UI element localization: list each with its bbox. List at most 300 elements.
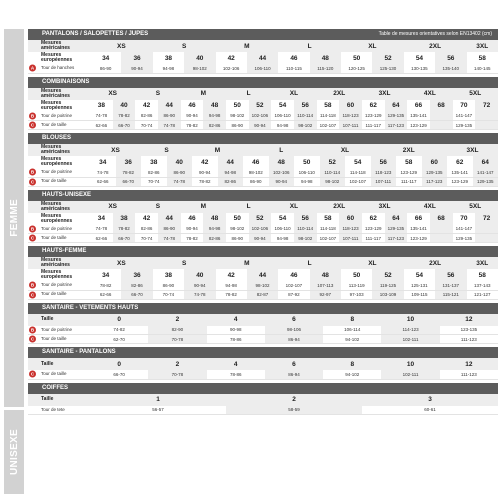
us-size: 3XL [362, 201, 407, 213]
measure-value: 102-111 [381, 370, 439, 379]
measure-value: 86-94 [265, 370, 323, 379]
measure-value: 90-94 [249, 121, 272, 130]
us-size: XL [271, 201, 316, 213]
eu-size: 46 [188, 215, 196, 222]
measure-value: 82-86 [218, 177, 244, 186]
eu-size-row [28, 100, 498, 112]
us-size: 2XL [404, 40, 467, 52]
measure-label: Tour de taille C [28, 335, 90, 344]
eu-size: 46 [188, 102, 196, 109]
measure-value: 110-114 [294, 225, 317, 234]
measure-value: 98-102 [184, 64, 215, 73]
eu-size: 38 [150, 158, 158, 166]
badge-b-icon: B [30, 226, 35, 232]
measure-value: 86-90 [226, 234, 249, 243]
us-label: Mesures américaines [28, 88, 90, 100]
eu-size: 44 [247, 269, 278, 281]
measure-value: 135-141 [447, 168, 473, 177]
measure-value: 78-82 [181, 121, 204, 130]
measure-value: 107-111 [339, 234, 362, 243]
eu-size: 36 [116, 156, 142, 168]
measure-value: 66-70 [113, 234, 136, 243]
eu-size: 52 [249, 100, 272, 112]
badge-c-icon: C [30, 292, 35, 297]
measure-value: 110-115 [278, 64, 309, 73]
measure-value: 78-86 [207, 370, 265, 379]
eu-size: 48 [269, 156, 295, 168]
eu-size: 50 [353, 54, 361, 62]
eu-size: 48 [203, 100, 226, 112]
eu-size: 50 [233, 102, 241, 109]
eu-size: 34 [99, 158, 107, 166]
measure-row [28, 168, 498, 177]
size-table [28, 144, 498, 187]
measure-row [28, 234, 498, 243]
us-size: XS [90, 88, 135, 100]
measure-value [475, 225, 498, 234]
badge-b-icon: B [30, 327, 35, 333]
measure-value: 78-82 [181, 234, 204, 243]
measure-value: 118-123 [339, 112, 362, 121]
section-7 [28, 383, 498, 416]
measurement-note: Table de mesures orientatives selon EN13402 (cm) [378, 31, 492, 37]
measure-value: 86-90 [243, 177, 269, 186]
measure-value: 129-135 [473, 177, 499, 186]
measure-value: 135-141 [407, 112, 430, 121]
measure-value: 86-90 [90, 64, 121, 73]
measure-value: 78-82 [116, 168, 142, 177]
eu-size: 52 [249, 213, 272, 225]
measure-value: 94-98 [216, 281, 247, 290]
measure-value: 117-123 [385, 234, 408, 243]
size-value: 12 [440, 358, 498, 370]
us-size: S [141, 144, 192, 156]
section-2 [28, 133, 498, 187]
eu-size-row [28, 269, 498, 281]
measure-value: 137-143 [467, 281, 499, 290]
size-table [28, 201, 498, 244]
measure-value: 90-94 [121, 64, 152, 73]
measure-value: 86-90 [158, 225, 181, 234]
measure-value: 135-140 [435, 64, 466, 73]
size-label: Taille [28, 394, 90, 406]
measure-value: 102-107 [317, 234, 340, 243]
measure-value: 110-114 [320, 168, 346, 177]
us-size: L [278, 257, 341, 269]
measure-value: 94-98 [294, 177, 320, 186]
measure-value: 106-110 [271, 112, 294, 121]
measure-value: 129-135 [385, 225, 408, 234]
us-size: 3XL [467, 257, 499, 269]
us-size: XS [90, 144, 141, 156]
measure-row [28, 177, 498, 186]
eu-size: 38 [97, 102, 105, 109]
eu-size: 56 [371, 156, 397, 168]
badge-c-icon: C [30, 336, 35, 342]
eu-size: 48 [310, 52, 341, 64]
us-size: XL [320, 144, 371, 156]
eu-size: 58 [324, 102, 332, 109]
measure-value: 102-106 [249, 112, 272, 121]
measure-value: 82-86 [135, 225, 158, 234]
eu-size: 58 [324, 215, 332, 222]
us-label: Mesures américaines [28, 257, 90, 269]
measure-value: 123-129 [447, 177, 473, 186]
measure-value: 106-110 [271, 225, 294, 234]
measure-value: 74-78 [184, 290, 215, 299]
us-size: 4XL [407, 88, 452, 100]
measure-value: 107-111 [339, 121, 362, 130]
measure-value [430, 225, 453, 234]
measure-value: 66-70 [116, 177, 142, 186]
measure-row [28, 335, 498, 344]
us-size-row [28, 144, 498, 156]
measure-value: 111-123 [440, 370, 498, 379]
us-size: 5XL [453, 201, 499, 213]
eu-size: 54 [354, 158, 362, 166]
eu-size: 56 [294, 100, 317, 112]
size-table [28, 358, 498, 380]
size-value: 2 [148, 358, 206, 370]
measure-value: 123-129 [396, 168, 422, 177]
eu-size: 56 [435, 269, 466, 281]
measure-value: 125-130 [372, 64, 403, 73]
measure-value: 106-110 [247, 64, 278, 73]
us-size-row [28, 257, 498, 269]
measure-value: 74-78 [158, 234, 181, 243]
us-label: Mesures américaines [28, 40, 90, 52]
section-4 [28, 246, 498, 300]
section-title: COMBINAISONS [28, 77, 498, 88]
measure-value: 118-123 [371, 168, 397, 177]
eu-size: 44 [158, 213, 181, 225]
measure-value: 115-121 [435, 290, 466, 299]
measure-label: Tour de hanches A [28, 64, 90, 73]
eu-size-row [28, 213, 498, 225]
measure-value: 86-90 [153, 281, 184, 290]
eu-label: Mesures européennes [41, 156, 73, 167]
us-size: S [153, 40, 216, 52]
measure-value: 121-127 [467, 290, 499, 299]
measure-row [28, 281, 498, 290]
eu-size: 68 [430, 100, 453, 112]
eu-size: 64 [473, 156, 499, 168]
sidebar-femme-label: FEMME [8, 199, 20, 237]
measure-value: 62-66 [90, 177, 116, 186]
measure-value: 70-74 [135, 121, 158, 130]
eu-size: 68 [430, 213, 453, 225]
measure-value: 129-135 [453, 234, 476, 243]
measure-value: 82-87 [247, 290, 278, 299]
eu-size: 72 [475, 100, 498, 112]
eu-size: 38 [113, 213, 136, 225]
us-size: 2XL [371, 144, 448, 156]
measure-value: 94-98 [271, 234, 294, 243]
measure-row [28, 64, 498, 73]
measure-label: Tour de tete [28, 406, 90, 415]
us-size: XS [90, 40, 153, 52]
measure-value: 56-57 [90, 406, 226, 415]
measure-label: Tour de poitrine B [28, 281, 90, 290]
eu-size: 48 [203, 213, 226, 225]
size-value: 12 [440, 314, 498, 326]
size-row [28, 358, 498, 370]
measure-value: 98-102 [294, 234, 317, 243]
measure-value: 90-94 [249, 234, 272, 243]
eu-size: 42 [227, 271, 235, 279]
eu-size: 54 [415, 54, 424, 62]
us-size: M [181, 201, 226, 213]
measure-value: 70-78 [148, 335, 206, 344]
size-value: 0 [90, 314, 148, 326]
measure-label: Tour de taille C [28, 370, 90, 379]
measure-label: Tour de taille C [28, 234, 90, 243]
measure-value: 117-123 [385, 121, 408, 130]
badge-c-icon: C [30, 179, 35, 184]
measure-value: 114-123 [381, 326, 439, 335]
measure-value: 66-70 [90, 370, 148, 379]
eu-size: 70 [460, 102, 468, 109]
eu-size: 36 [121, 52, 152, 64]
eu-size: 52 [320, 156, 346, 168]
measure-row [28, 326, 498, 335]
measure-value: 94-98 [203, 112, 226, 121]
us-size: XL [271, 88, 316, 100]
measure-value: 90-94 [184, 281, 215, 290]
measure-value: 74-78 [167, 177, 193, 186]
size-value: 10 [381, 358, 439, 370]
measure-value: 98-102 [320, 177, 346, 186]
size-value: 3 [362, 394, 498, 406]
measure-value: 86-94 [265, 335, 323, 344]
measure-value: 141-147 [453, 112, 476, 121]
measure-value: 102-107 [278, 281, 309, 290]
measure-value: 111-117 [396, 177, 422, 186]
eu-size: 44 [218, 156, 244, 168]
measure-value: 74-78 [90, 225, 113, 234]
eu-size: 42 [227, 54, 235, 62]
us-size: S [135, 88, 180, 100]
us-label: Mesures américaines [28, 144, 90, 156]
measure-value: 102-106 [216, 64, 247, 73]
measure-value: 66-70 [113, 121, 136, 130]
measure-row [28, 225, 498, 234]
section-title: HAUTS-FEMME [28, 246, 498, 257]
eu-size: 46 [252, 158, 260, 166]
section-title: SANITAIRE - VETEMENTS HAUTS [28, 303, 498, 314]
eu-size: 66 [414, 215, 423, 222]
us-size-row [28, 201, 498, 213]
us-size: S [153, 257, 216, 269]
us-size-row [28, 88, 498, 100]
eu-size: 42 [143, 102, 151, 109]
measure-value: 109-115 [404, 290, 435, 299]
us-size: S [135, 201, 180, 213]
us-size: 4XL [407, 201, 452, 213]
us-size: M [216, 40, 279, 52]
measure-value: 107-111 [371, 177, 397, 186]
size-row [28, 314, 498, 326]
sidebar-femme [4, 29, 24, 407]
section-title: COIFFES [28, 383, 498, 394]
us-size: M [216, 257, 279, 269]
measure-value [430, 121, 453, 130]
measure-value: 86-90 [158, 112, 181, 121]
size-table [28, 314, 498, 345]
measure-value: 123-129 [362, 225, 385, 234]
measure-value: 78-82 [192, 177, 218, 186]
us-size: 5XL [453, 88, 499, 100]
size-value: 4 [207, 314, 265, 326]
measure-value: 92-97 [310, 290, 341, 299]
measure-value: 119-125 [372, 281, 403, 290]
measure-value: 78-82 [90, 281, 121, 290]
measure-label: Tour de poitrine B [28, 168, 90, 177]
measure-value [475, 234, 498, 243]
eu-size: 34 [102, 54, 110, 62]
eu-size: 42 [143, 215, 151, 222]
us-size: M [181, 88, 226, 100]
eu-size: 58 [478, 271, 486, 279]
us-size: XL [341, 257, 404, 269]
eu-size: 52 [372, 52, 403, 64]
measure-value: 82-86 [121, 281, 152, 290]
sidebar-unisexe-label: UNISEXE [8, 428, 20, 475]
measure-label: Tour de poitrine B [28, 225, 90, 234]
size-table [28, 40, 498, 74]
measure-value: 82-86 [203, 234, 226, 243]
measure-value: 113-119 [341, 281, 372, 290]
us-size: 3XL [467, 40, 499, 52]
measure-row [28, 121, 498, 130]
size-value: 2 [226, 394, 362, 406]
measure-value: 98-102 [243, 168, 269, 177]
size-label: Taille [28, 358, 90, 370]
section-title: HAUTS-UNISEXE [28, 190, 498, 201]
measure-value: 135-141 [407, 225, 430, 234]
measure-value: 110-114 [294, 112, 317, 121]
eu-size: 50 [353, 271, 361, 279]
us-size: M [192, 144, 243, 156]
eu-size: 62 [369, 102, 377, 109]
section-6 [28, 347, 498, 380]
eu-size: 38 [164, 54, 173, 62]
measure-value: 141-147 [453, 225, 476, 234]
eu-size: 56 [294, 213, 317, 225]
measure-value: 123-129 [407, 234, 430, 243]
measure-value: 82-86 [203, 121, 226, 130]
eu-size: 50 [303, 158, 311, 166]
eu-size: 44 [158, 100, 181, 112]
measure-value: 90-98 [207, 326, 265, 335]
measure-value: 102-106 [249, 225, 272, 234]
measure-value: 60-61 [362, 406, 498, 415]
section-title: SANITAIRE - PANTALONS [28, 347, 498, 358]
measure-value: 102-111 [381, 335, 439, 344]
measure-value: 90-94 [181, 225, 204, 234]
measure-value: 111-117 [362, 121, 385, 130]
eu-label: Mesures européennes [41, 99, 73, 111]
section-title: PANTALONS / SALOPETTES / JUPES Table de mesures orientatives selon EN13402 (cm) [28, 29, 498, 40]
size-value: 4 [207, 358, 265, 370]
us-size: L [243, 144, 320, 156]
measure-value: 87-92 [278, 290, 309, 299]
measure-value: 114-118 [317, 112, 340, 121]
size-label: Taille [28, 314, 90, 326]
measure-value: 131-137 [435, 281, 466, 290]
measure-value: 70-74 [153, 290, 184, 299]
eu-size: 44 [247, 52, 278, 64]
measure-value: 90-94 [181, 112, 204, 121]
size-value: 2 [148, 314, 206, 326]
us-size: XS [90, 201, 135, 213]
measure-value: 123-135 [440, 326, 498, 335]
measure-value: 86-90 [167, 168, 193, 177]
measure-value: 106-110 [294, 168, 320, 177]
badge-b-icon: B [30, 282, 35, 288]
measure-value: 117-123 [422, 177, 448, 186]
us-size: 2XL [404, 257, 467, 269]
us-size: 2XL [317, 201, 362, 213]
measure-value: 102-107 [317, 121, 340, 130]
eu-size: 38 [164, 271, 173, 279]
eu-size: 64 [385, 100, 408, 112]
measure-value: 70-74 [141, 177, 167, 186]
size-value: 6 [265, 358, 323, 370]
us-size: XL [341, 40, 404, 52]
measure-value: 98-102 [294, 121, 317, 130]
measure-value: 102-106 [269, 168, 295, 177]
eu-size: 36 [121, 269, 152, 281]
badge-c-icon: C [30, 371, 35, 377]
eu-size: 34 [102, 271, 110, 279]
eu-size: 60 [339, 100, 362, 112]
measure-value: 115-120 [310, 64, 341, 73]
measure-value: 62-70 [90, 335, 148, 344]
size-tables [28, 29, 498, 418]
eu-size: 52 [372, 269, 403, 281]
size-row [28, 394, 498, 406]
eu-size: 50 [233, 215, 241, 222]
measure-value: 78-82 [113, 112, 136, 121]
measure-value: 114-118 [317, 225, 340, 234]
measure-value: 62-66 [90, 234, 113, 243]
measure-value: 58-59 [226, 406, 362, 415]
measure-value: 102-107 [345, 177, 371, 186]
measure-value: 114-118 [345, 168, 371, 177]
measure-row [28, 406, 498, 415]
measure-value: 98-102 [226, 112, 249, 121]
us-label: Mesures américaines [28, 201, 90, 213]
us-size: 3XL [447, 144, 498, 156]
eu-size: 40 [184, 52, 215, 64]
eu-size: 62 [369, 215, 377, 222]
measure-label: Tour de taille C [28, 121, 90, 130]
eu-size: 46 [290, 54, 298, 62]
measure-value [475, 121, 498, 130]
measure-value: 111-117 [362, 234, 385, 243]
measure-value: 106-114 [323, 326, 381, 335]
eu-size: 40 [184, 269, 215, 281]
us-size: L [278, 40, 341, 52]
badge-b-icon: B [30, 169, 35, 175]
us-size: L [226, 88, 271, 100]
measure-value: 82-90 [148, 326, 206, 335]
measure-value: 74-78 [90, 168, 116, 177]
measure-value [430, 112, 453, 121]
size-table [28, 257, 498, 300]
section-0 [28, 29, 498, 74]
